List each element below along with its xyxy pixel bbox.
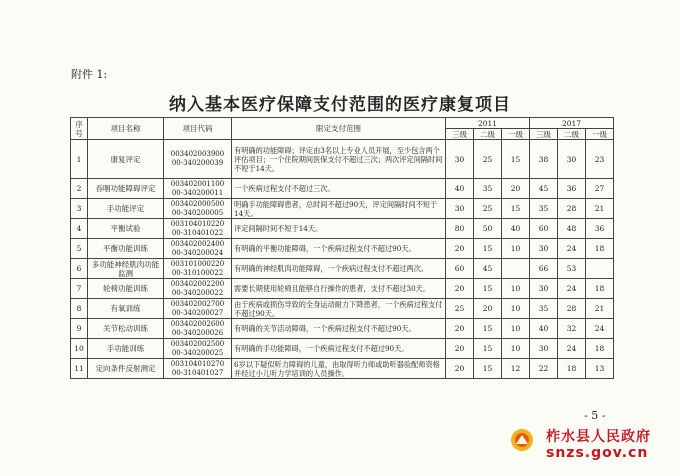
- name-cell: 轮椅功能训练: [88, 279, 164, 299]
- price-2017-cell: 60: [530, 219, 558, 239]
- document-title: 纳入基本医疗保障支付范围的医疗康复项目: [169, 95, 511, 115]
- price-2011-cell: 25: [446, 299, 474, 319]
- code-line-1: 003104010220: [170, 219, 225, 228]
- code-line-1: 003402002600: [170, 319, 225, 328]
- price-2011-cell: 10: [502, 319, 530, 339]
- scope-cell: 明确手功能障碍患者，总时间不超过90天，评定间隔时间不短于14天。: [232, 199, 446, 219]
- scope-cell: 需要长期使用轮椅且能够自行操作的患者，支付不超过30天。: [232, 279, 446, 299]
- price-2017-cell: 18: [558, 359, 586, 379]
- price-2017-cell: 30: [530, 339, 558, 359]
- code-line-1: 003402001100: [170, 179, 225, 188]
- page-number: - 5 -: [584, 409, 606, 422]
- price-2011-cell: 50: [474, 219, 502, 239]
- gov-site-name: 柞水县人民政府: [546, 429, 651, 445]
- name-cell: 关节松动训练: [88, 319, 164, 339]
- table-row: [71, 259, 614, 279]
- price-2017-cell: 24: [558, 339, 586, 359]
- seq-cell: 6: [71, 259, 88, 279]
- price-2011-cell: 25: [474, 140, 502, 179]
- price-2017-cell: 18: [586, 279, 614, 299]
- price-2017-cell: 27: [586, 179, 614, 199]
- price-2017-cell: 30: [558, 140, 586, 179]
- table-row: [71, 179, 614, 199]
- price-2011-cell: 40: [446, 179, 474, 199]
- price-2017-cell: 28: [558, 199, 586, 219]
- code-line-1: 003402003900: [170, 150, 225, 158]
- scope-cell: 有明确的手功能障碍，一个疾病过程支付不超过90天。: [232, 339, 446, 359]
- code-line-1: 003402002200: [170, 279, 225, 288]
- code-line-1: 003402000500: [170, 199, 225, 208]
- table-row: [71, 319, 614, 339]
- price-2017-cell: 36: [586, 219, 614, 239]
- seq-cell: 9: [71, 319, 88, 339]
- price-2017-cell: 36: [558, 179, 586, 199]
- price-2017-cell: 48: [558, 219, 586, 239]
- scope-cell: 有明确的关节活动障碍，一个疾病过程支付不超过90天。: [232, 319, 446, 339]
- price-2017-cell: 28: [558, 299, 586, 319]
- header-year-2011: 2011: [446, 118, 530, 129]
- table-row: [71, 299, 614, 319]
- code-cell: [164, 259, 232, 279]
- name-cell: 有氧训练: [88, 299, 164, 319]
- price-2017-cell: 35: [530, 299, 558, 319]
- name-cell: 多功能神经肌肉功能监测: [88, 259, 164, 279]
- price-2011-cell: 20: [502, 179, 530, 199]
- table-row: [71, 199, 614, 219]
- price-2017-cell: 21: [586, 299, 614, 319]
- price-2011-cell: 12: [502, 359, 530, 379]
- attachment-label: 附件 1:: [71, 68, 108, 81]
- price-2011-cell: [502, 259, 530, 279]
- price-2011-cell: 20: [446, 319, 474, 339]
- seq-cell: 3: [71, 199, 88, 219]
- header-scope: 限定支付范围: [232, 118, 446, 140]
- code-cell: [164, 179, 232, 199]
- price-2011-cell: 25: [474, 199, 502, 219]
- price-2017-cell: 13: [586, 359, 614, 379]
- price-2011-cell: 20: [446, 279, 474, 299]
- price-2011-cell: 10: [502, 279, 530, 299]
- price-2011-cell: 15: [474, 279, 502, 299]
- price-2011-cell: 15: [474, 359, 502, 379]
- name-cell: 康复评定: [88, 140, 164, 179]
- code-cell: [164, 319, 232, 339]
- header-2011-grade3: 三级: [446, 129, 474, 140]
- code-line-2: 00-340200005: [171, 208, 224, 217]
- scope-cell: 一个疾病过程支付不超过三次。: [232, 179, 446, 199]
- name-cell: 吞咽功能障碍评定: [88, 179, 164, 199]
- table-row: [71, 239, 614, 259]
- price-2017-cell: 30: [530, 239, 558, 259]
- scope-cell: 由于疾病或损伤导致的全身运动耐力下降患者，一个疾病过程支付不超过90天。: [232, 299, 446, 319]
- table-row: [71, 339, 614, 359]
- seq-cell: 2: [71, 179, 88, 199]
- seq-cell: 8: [71, 299, 88, 319]
- government-emblem-icon: [510, 428, 534, 452]
- price-2011-cell: 60: [446, 259, 474, 279]
- code-line-1: 003402002400: [170, 239, 225, 248]
- price-2011-cell: 45: [474, 259, 502, 279]
- code-line-2: 00-340200039: [171, 159, 224, 167]
- code-cell: [164, 219, 232, 239]
- price-2011-cell: 10: [502, 299, 530, 319]
- scope-cell: 评定间隔时间不短于14天。: [232, 219, 446, 239]
- code-line-1: 003101000220: [170, 259, 225, 268]
- code-cell: [164, 279, 232, 299]
- table-row: [71, 359, 614, 379]
- code-line-2: 00-340200022: [171, 288, 224, 297]
- seq-cell: 5: [71, 239, 88, 259]
- name-cell: 手功能评定: [88, 199, 164, 219]
- price-2011-cell: 15: [474, 239, 502, 259]
- code-cell: [164, 359, 232, 379]
- gov-site-url[interactable]: snzs.gov.cn: [546, 445, 649, 461]
- header-year-2017: 2017: [530, 118, 614, 129]
- scope-cell: 有明确的功能障碍；评定由3名以上专业人员开展，至少包含两个评估项目；一个住院期间医保支付不超过三次；两次评定间隔时间不短于14天。: [232, 140, 446, 179]
- price-2011-cell: 20: [446, 239, 474, 259]
- price-2011-cell: 30: [446, 199, 474, 219]
- price-2017-cell: 66: [530, 259, 558, 279]
- price-2011-cell: 40: [502, 219, 530, 239]
- scope-cell: 有明确的平衡功能障碍，一个疾病过程支付不超过90天。: [232, 239, 446, 259]
- code-cell: [164, 299, 232, 319]
- name-cell: 平衡试验: [88, 219, 164, 239]
- price-2017-cell: 18: [586, 339, 614, 359]
- code-line-2: 00-340200025: [171, 348, 224, 357]
- price-2017-cell: 24: [558, 279, 586, 299]
- code-line-1: 003402002700: [170, 299, 225, 308]
- code-cell: [164, 239, 232, 259]
- price-2011-cell: 20: [474, 299, 502, 319]
- seq-cell: 7: [71, 279, 88, 299]
- header-seq: 序号: [71, 118, 88, 140]
- code-line-2: 00-340200026: [171, 328, 224, 337]
- header-2017-grade1: 一级: [586, 129, 614, 140]
- code-line-2: 00-340200027: [171, 308, 224, 317]
- header-2011-grade1: 一级: [502, 129, 530, 140]
- seq-cell: 11: [71, 359, 88, 379]
- table-row: [71, 219, 614, 239]
- price-2011-cell: 10: [502, 239, 530, 259]
- name-cell: 定向条件反射测定: [88, 359, 164, 379]
- name-cell: 平衡功能训练: [88, 239, 164, 259]
- price-2011-cell: 15: [502, 199, 530, 219]
- code-line-1: 003402002500: [170, 339, 225, 348]
- code-cell: [164, 140, 232, 179]
- price-2017-cell: 40: [530, 319, 558, 339]
- table-row: [71, 279, 614, 299]
- price-2011-cell: 15: [474, 339, 502, 359]
- price-2017-cell: 32: [558, 319, 586, 339]
- price-2017-cell: 22: [530, 359, 558, 379]
- price-2017-cell: 21: [586, 199, 614, 219]
- header-name: 项目名称: [88, 118, 164, 140]
- price-2017-cell: 53: [558, 259, 586, 279]
- seq-cell: 4: [71, 219, 88, 239]
- price-2011-cell: 15: [474, 319, 502, 339]
- price-2017-cell: 24: [558, 239, 586, 259]
- price-2017-cell: 18: [586, 239, 614, 259]
- code-line-2: 00-340200024: [171, 248, 224, 257]
- price-2011-cell: 10: [502, 339, 530, 359]
- price-2011-cell: 30: [446, 140, 474, 179]
- scope-cell: 6岁以下疑似听力障碍的儿童，由取得听力师或助听器验配师资格并经过小儿听力学培训的人员操作。: [232, 359, 446, 379]
- code-line-2: 00-340200011: [171, 188, 224, 197]
- table-row: [71, 140, 614, 179]
- price-2011-cell: 15: [502, 140, 530, 179]
- seq-cell: 10: [71, 339, 88, 359]
- rehab-items-table: [70, 117, 614, 379]
- price-2017-cell: 23: [586, 140, 614, 179]
- code-line-2: 00-310401022: [171, 228, 224, 237]
- code-line-2: 00-310401027: [171, 368, 224, 377]
- price-2011-cell: 35: [474, 179, 502, 199]
- name-cell: 手功能训练: [88, 339, 164, 359]
- price-2017-cell: 45: [530, 179, 558, 199]
- price-2011-cell: 20: [446, 339, 474, 359]
- code-cell: [164, 339, 232, 359]
- price-2017-cell: [586, 259, 614, 279]
- seq-cell: 1: [71, 140, 88, 179]
- header-2011-grade2: 二级: [474, 129, 502, 140]
- price-2017-cell: 35: [530, 199, 558, 219]
- code-line-1: 003104010270: [170, 359, 225, 368]
- price-2017-cell: 38: [530, 140, 558, 179]
- header-2017-grade2: 二级: [558, 129, 586, 140]
- header-code: 项目代码: [164, 118, 232, 140]
- price-2011-cell: 20: [446, 359, 474, 379]
- header-2017-grade3: 三级: [530, 129, 558, 140]
- price-2011-cell: 80: [446, 219, 474, 239]
- price-2017-cell: 24: [586, 319, 614, 339]
- code-cell: [164, 199, 232, 219]
- scope-cell: 有明确的神经肌肉功能障碍，一个疾病过程支付不超过两次。: [232, 259, 446, 279]
- price-2017-cell: 30: [530, 279, 558, 299]
- code-line-2: 00-310100022: [171, 268, 224, 277]
